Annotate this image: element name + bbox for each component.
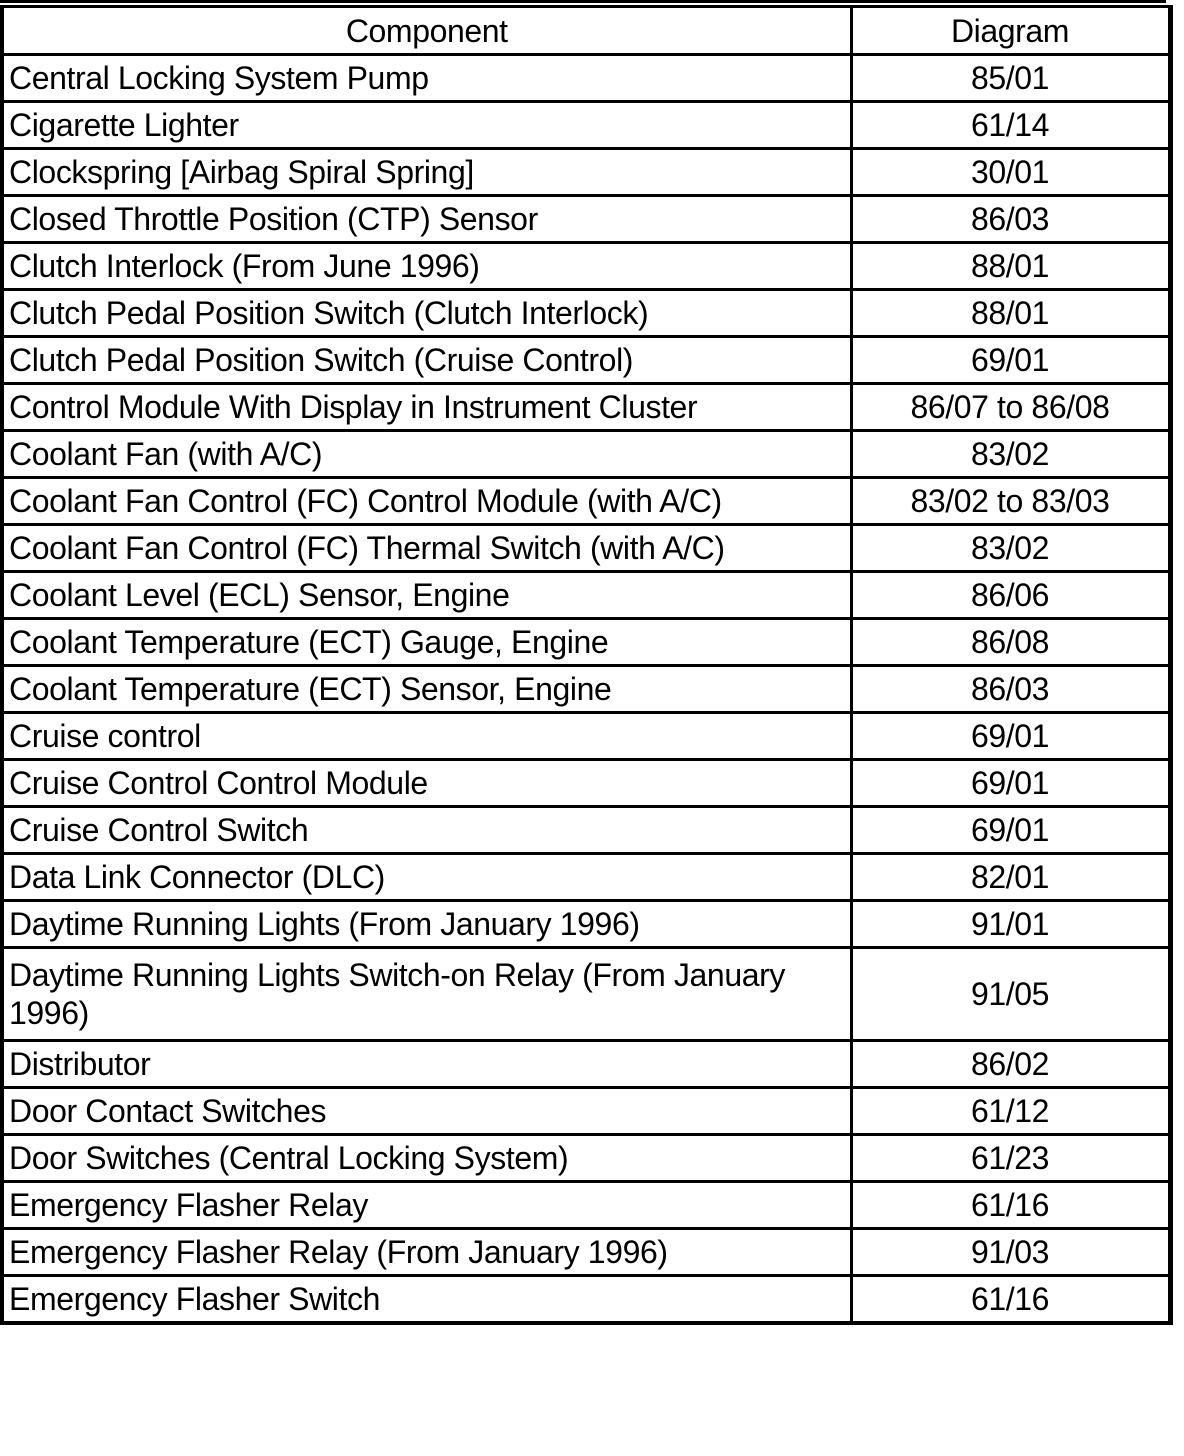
table-row [2, 525, 1170, 572]
diagram-cell: 86/03 [851, 196, 1170, 243]
table-row [2, 384, 1170, 431]
component-cell: Clockspring [Airbag Spiral Spring] [2, 149, 851, 196]
table-row [2, 243, 1170, 290]
component-cell: Daytime Running Lights (From January 1996) [2, 901, 851, 948]
diagram-cell: 91/03 [851, 1229, 1170, 1276]
diagram-cell: 83/02 [851, 525, 1170, 572]
diagram-cell: 69/01 [851, 713, 1170, 760]
table-row [2, 149, 1170, 196]
component-cell: Coolant Level (ECL) Sensor, Engine [2, 572, 851, 619]
diagram-cell: 88/01 [851, 290, 1170, 337]
diagram-cell: 83/02 [851, 431, 1170, 478]
component-cell: Coolant Fan Control (FC) Control Module (with A/C) [2, 478, 851, 525]
top-rule [0, 0, 1166, 3]
component-cell: Coolant Fan (with A/C) [2, 431, 851, 478]
table-row [2, 619, 1170, 666]
table-row [2, 948, 1170, 1041]
diagram-cell: 83/02 to 83/03 [851, 478, 1170, 525]
table-row [2, 196, 1170, 243]
table-row [2, 1229, 1170, 1276]
diagram-cell: 86/03 [851, 666, 1170, 713]
table-row [2, 337, 1170, 384]
diagram-cell: 69/01 [851, 760, 1170, 807]
column-header-diagram: Diagram [851, 7, 1170, 55]
component-cell: Emergency Flasher Relay [2, 1182, 851, 1229]
diagram-cell: 61/23 [851, 1135, 1170, 1182]
component-cell: Cigarette Lighter [2, 102, 851, 149]
component-cell: Cruise Control Control Module [2, 760, 851, 807]
component-cell: Door Switches (Central Locking System) [2, 1135, 851, 1182]
table-row [2, 1182, 1170, 1229]
table-row [2, 102, 1170, 149]
diagram-cell: 91/05 [851, 948, 1170, 1041]
table-row [2, 478, 1170, 525]
diagram-cell: 86/07 to 86/08 [851, 384, 1170, 431]
component-cell: Daytime Running Lights Switch-on Relay (From January 1996) [2, 948, 851, 1041]
table-row [2, 666, 1170, 713]
table-row [2, 55, 1170, 102]
diagram-cell: 69/01 [851, 337, 1170, 384]
component-diagram-table [0, 5, 1173, 1325]
component-cell: Coolant Temperature (ECT) Gauge, Engine [2, 619, 851, 666]
component-cell: Clutch Pedal Position Switch (Cruise Control) [2, 337, 851, 384]
diagram-cell: 61/16 [851, 1182, 1170, 1229]
column-header-component: Component [2, 7, 851, 55]
component-cell: Control Module With Display in Instrument Cluster [2, 384, 851, 431]
component-cell: Emergency Flasher Relay (From January 1996) [2, 1229, 851, 1276]
diagram-cell: 91/01 [851, 901, 1170, 948]
diagram-cell: 85/01 [851, 55, 1170, 102]
diagram-cell: 86/02 [851, 1041, 1170, 1088]
component-cell: Central Locking System Pump [2, 55, 851, 102]
table-row [2, 901, 1170, 948]
diagram-cell: 82/01 [851, 854, 1170, 901]
component-cell: Cruise Control Switch [2, 807, 851, 854]
table-row [2, 713, 1170, 760]
table-row [2, 1135, 1170, 1182]
component-cell: Coolant Temperature (ECT) Sensor, Engine [2, 666, 851, 713]
component-cell: Clutch Interlock (From June 1996) [2, 243, 851, 290]
component-cell: Distributor [2, 1041, 851, 1088]
table-row [2, 290, 1170, 337]
diagram-cell: 86/08 [851, 619, 1170, 666]
table-row [2, 1276, 1170, 1324]
diagram-cell: 86/06 [851, 572, 1170, 619]
table-row [2, 760, 1170, 807]
table-header-row [2, 7, 1170, 55]
component-cell: Door Contact Switches [2, 1088, 851, 1135]
table-row [2, 854, 1170, 901]
table-body [2, 55, 1170, 1324]
diagram-cell: 61/12 [851, 1088, 1170, 1135]
table-row [2, 1041, 1170, 1088]
table-row [2, 807, 1170, 854]
component-cell: Clutch Pedal Position Switch (Clutch Interlock) [2, 290, 851, 337]
diagram-cell: 61/14 [851, 102, 1170, 149]
diagram-cell: 30/01 [851, 149, 1170, 196]
table-row [2, 431, 1170, 478]
component-cell: Closed Throttle Position (CTP) Sensor [2, 196, 851, 243]
diagram-cell: 69/01 [851, 807, 1170, 854]
component-cell: Data Link Connector (DLC) [2, 854, 851, 901]
table-row [2, 1088, 1170, 1135]
component-cell: Coolant Fan Control (FC) Thermal Switch (with A/C) [2, 525, 851, 572]
component-cell: Emergency Flasher Switch [2, 1276, 851, 1324]
table-row [2, 572, 1170, 619]
diagram-cell: 88/01 [851, 243, 1170, 290]
diagram-cell: 61/16 [851, 1276, 1170, 1324]
component-cell: Cruise control [2, 713, 851, 760]
